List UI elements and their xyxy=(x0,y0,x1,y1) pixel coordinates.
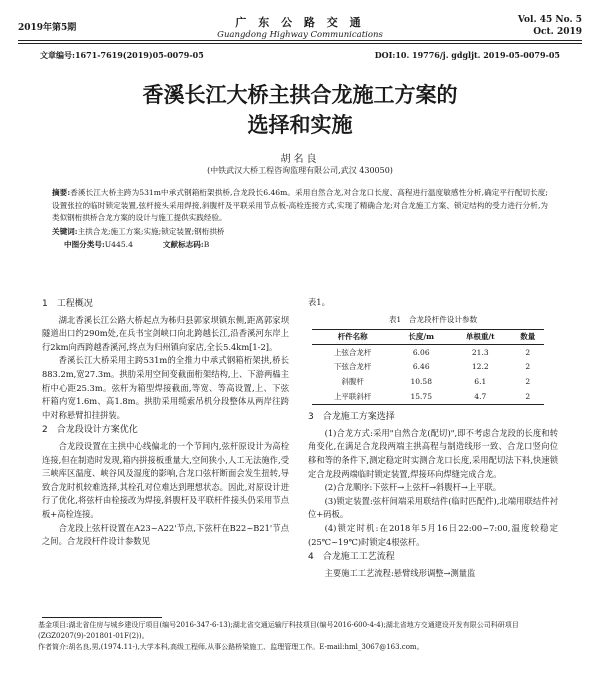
author-bio: 作者简介:胡名良,男,(1974.11-),大学本科,高级工程师,从事公路桥梁施工、监理管理工作。E-mail:hml_3067@163.com。 xyxy=(38,643,424,651)
table-cell: 上平联斜杆 xyxy=(312,390,393,405)
classification xyxy=(52,239,548,252)
keywords-label: 关键词: xyxy=(52,226,78,236)
doc-label: 文献标志码: xyxy=(162,240,204,249)
table-header: 长度/m xyxy=(393,330,449,345)
section-3-para-3: (3)锁定装置:弦杆间端采用联结件(临时匹配件),北端用联结件衬位+码板。 xyxy=(308,495,558,520)
table-cell: 10.58 xyxy=(410,377,432,387)
keywords-body: 主拱合龙;施工方案;实施;锁定装置;钢桁拱桥 xyxy=(77,226,225,236)
table-title: 表1 合龙段杆件设计参数 xyxy=(388,314,478,324)
clc xyxy=(64,239,133,252)
footnote-rule xyxy=(42,617,162,618)
abstract-text xyxy=(52,187,548,225)
footnotes xyxy=(38,620,562,653)
fund-note: 基金项目:湖北省住房与城乡建设厅项目(编号2016-347-6-13);湖北省交通运输厅科技项目(编号2016-600-4-4);湖北省地方交通建设开发有限公司科研项目(ZGZ0207(9)-201801-01F(2))。 xyxy=(38,621,519,640)
table-cell: 斜腹杆 xyxy=(341,377,364,387)
table-cell: 15.75 xyxy=(393,390,449,405)
table-cell: 6.06 xyxy=(412,347,430,357)
table-cell: 12.2 xyxy=(471,362,489,372)
section-1-heading: 1 工程概况 xyxy=(42,299,93,309)
doc-code xyxy=(163,239,209,252)
section-4-para-1: 主要施工工艺流程:悬臂线形调整→测量监 xyxy=(324,567,476,578)
date-label: Oct. 2019 xyxy=(533,27,582,37)
section-4-heading: 4 合龙施工工艺流程 xyxy=(308,552,395,563)
page-title xyxy=(0,80,600,140)
abstract-body: 香溪长江大桥主跨为531m中承式钢箱桁架拱桥,合龙段长6.46m。采用自然合龙,对合龙口长度、高程进行温度敏感性分析,确定平行配切长度;设置张拉的临时锁定装置,弦杆接头采用焊接,斜腹杆及平联采用节点板-高栓连接方式,实现了精确合龙;对合龙施工方案、锁定结构的受力进行分析,为类似钢桁拱桥合龙方案的设计与施工提供实践经验。 xyxy=(52,188,548,222)
section-3-para-4: (4)锁定时机:在2018年5月16日22:00~7:00,温度较稳定(25℃~19℃)时锁定4根弦杆。 xyxy=(308,522,558,547)
table-header: 杆件名称 xyxy=(312,330,393,345)
section-3-para-1: (1)合龙方式:采用"自然合龙(配切)",即不考虑合龙段的长度和转角变化,在满足合龙段两端主拱高程与制造线形一致、合龙口竖向位移和等的条件下,测定稳定时实测合龙口长度,采用配切法下料,快速锁定合龙段两端临时锁定装置,焊接环向焊缝完成合龙。 xyxy=(308,427,558,479)
doi: DOI:10. 19776/j. gdgljt. 2019-05-0079-05 xyxy=(374,50,560,60)
table-cell: 2 xyxy=(525,377,531,387)
table-cell: 下弦合龙杆 xyxy=(333,362,372,372)
table-header: 单根重/t xyxy=(449,330,511,345)
journal-name-en: Guangdong Highway Communications xyxy=(217,30,383,40)
section-1-para-2: 香溪长江大桥采用主跨531m的全推力中承式钢箱桁架拱,桥长883.2m,宽27.3m。拱肋采用空间变截面桁架结构,上、下游两榀主桁中心距25.3m。弦杆为箱型焊接截面,等宽、等高设置,上、下弦杆箱内宽1.6m、高1.8m。拱肋采用缆索吊机分段整体从两岸往跨中对称悬臂扣挂拼装。 xyxy=(42,355,289,420)
keywords xyxy=(52,226,548,239)
table-row xyxy=(312,345,544,360)
clc-code: U445.4 xyxy=(104,240,133,249)
author: 胡名良 xyxy=(280,154,320,165)
volume-info xyxy=(518,14,582,38)
abstract xyxy=(52,187,548,252)
table-cell: 21.3 xyxy=(471,347,489,357)
section-2-para-2: 合龙段上弦杆设置在A23~A22'节点,下弦杆在B22~B21'节点之间。合龙段杆件设计参数见 xyxy=(42,522,289,547)
table-row xyxy=(312,390,544,405)
header-rule xyxy=(18,40,582,41)
table-1 xyxy=(308,313,558,406)
title-line-2: 选择和实施 xyxy=(247,113,353,137)
parameters-table xyxy=(312,329,544,405)
table-cell: 2 xyxy=(525,362,531,372)
abstract-label: 摘要: xyxy=(52,188,71,197)
right-column xyxy=(308,296,558,580)
section-2-para-1: 合龙段设置在主拱中心线偏北的一个节间内,弦杆原设计为高栓连接,但在制造时发现,箱内拼接板重量大,空间狭小,人工无法施作,受三峡库区温度、峡谷风及湿度的影响,合龙口弦杆断面会发生扭转,导致合龙时机较难选择,其栓孔对位难达到理想状态。因此,对原设计进行了优化,将弦杆由栓接改为焊接,斜腹杆及平联杆件接头仍采用节点板+高栓连接。 xyxy=(42,440,289,519)
section-1-para-1: 湖北香溪长江公路大桥起点为秭归县郭家坝镇东侧,距离郭家坝隧道出口约290m处,在兵书宝剑峡口向北跨越长江,沿香溪河东岸上行2km向西跨越香溪河,终点为归州镇向家店,全长5.4km[1-2]。 xyxy=(42,314,289,352)
section-3-para-2: (2)合龙顺序:下弦杆→上弦杆→斜腹杆→上平联。 xyxy=(324,482,502,493)
section-3-heading: 3 合龙施工方案选择 xyxy=(308,412,395,423)
table-row xyxy=(312,360,544,375)
right-lead: 表1。 xyxy=(308,297,330,307)
article-id: 文章编号:1671-7619(2019)05-0079-05 xyxy=(40,50,204,60)
table-header: 数量 xyxy=(511,330,544,345)
table-cell: 上弦合龙杆 xyxy=(333,347,372,357)
left-column xyxy=(42,296,289,549)
table-cell: 2 xyxy=(525,347,531,357)
journal-header xyxy=(18,14,582,38)
table-cell: 4.7 xyxy=(449,390,511,405)
volume-label: Vol. 45 No. 5 xyxy=(517,15,582,25)
table-row xyxy=(312,375,544,390)
issue-label: 2019年第5期 xyxy=(18,23,77,33)
doc-code-value: B xyxy=(203,240,210,249)
table-cell: 6.1 xyxy=(474,377,487,387)
affiliation: (中铁武汉大桥工程咨询监理有限公司,武汉 430050) xyxy=(207,166,393,175)
journal-name xyxy=(18,14,582,40)
section-2-heading: 2 合龙段设计方案优化 xyxy=(42,425,138,436)
table-cell: 2 xyxy=(511,390,544,405)
table-cell: 6.46 xyxy=(412,362,430,372)
header-rule-thin xyxy=(18,43,582,44)
title-line-1: 香溪长江大桥主拱合龙施工方案的 xyxy=(142,83,458,107)
journal-name-cn: 广 东 公 路 交 通 xyxy=(235,16,365,29)
table-header-row xyxy=(312,330,544,345)
clc-label: 中图分类号: xyxy=(64,240,105,249)
